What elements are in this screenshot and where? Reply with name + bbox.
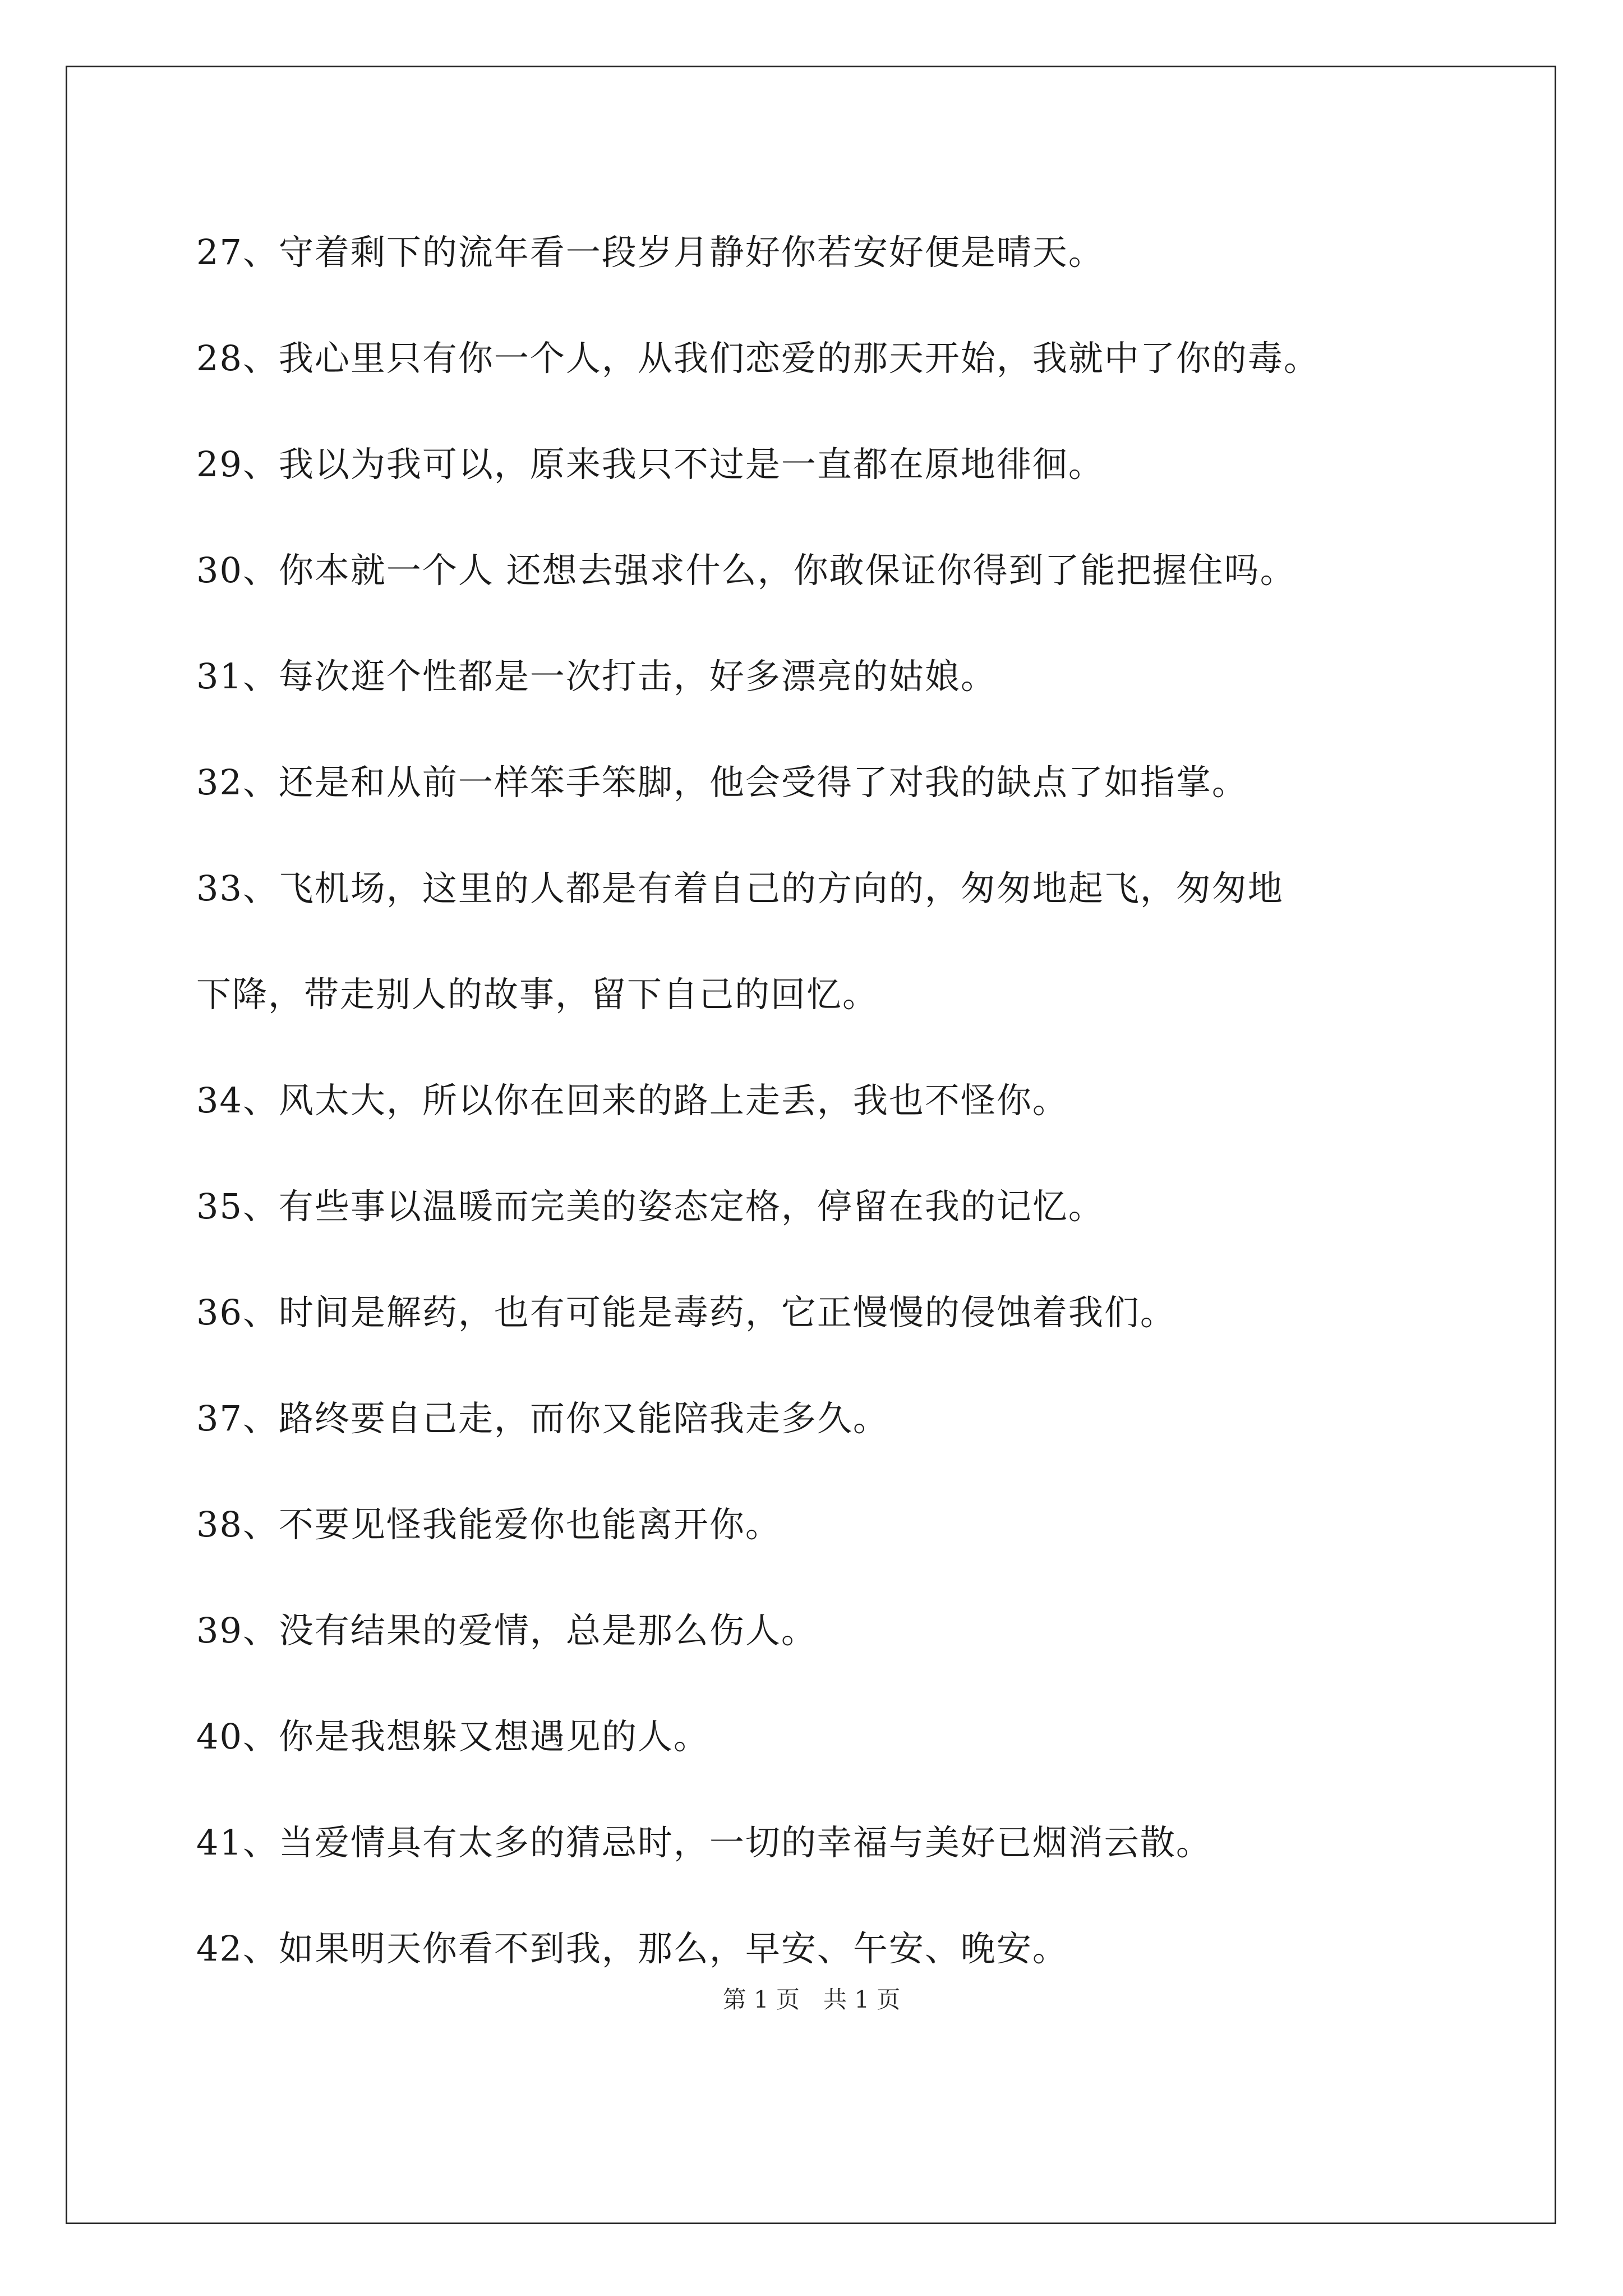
- text-line: 30、你本就一个人 还想去强求什么，你敢保证你得到了能把握住吗。: [196, 550, 1296, 591]
- text-line: 37、路终要自己走，而你又能陪我走多久。: [196, 1398, 889, 1439]
- page-number-footer: 第 1 页 共 1 页: [722, 1986, 901, 2013]
- text-line: 35、有些事以温暖而完美的姿态定格，停留在我的记忆。: [196, 1186, 1104, 1227]
- text-line: 39、没有结果的爱情，总是那么伤人。: [196, 1610, 817, 1651]
- text-line: 36、时间是解药，也有可能是毒药，它正慢慢的侵蚀着我们。: [196, 1292, 1176, 1333]
- document-body: [196, 219, 1486, 2021]
- text-line: 27、守着剩下的流年看一段岁月静好你若安好便是晴天。: [196, 232, 1104, 273]
- text-line: 33、飞机场，这里的人都是有着自己的方向的，匆匆地起飞，匆匆地: [196, 868, 1284, 909]
- text-line: 38、不要见怪我能爱你也能离开你。: [196, 1504, 781, 1545]
- text-line: 34、风太大，所以你在回来的路上走丢，我也不怪你。: [196, 1080, 1068, 1121]
- text-line: 41、当爱情具有太多的猜忌时，一切的幸福与美好已烟消云散。: [196, 1822, 1212, 1863]
- text-line: 31、每次逛个性都是一次打击，好多漂亮的姑娘。: [196, 656, 997, 697]
- text-line: 29、我以为我可以，原来我只不过是一直都在原地徘徊。: [196, 444, 1104, 485]
- text-line: 28、我心里只有你一个人，从我们恋爱的那天开始，我就中了你的毒。: [196, 338, 1320, 379]
- text-line: 下降，带走别人的故事，留下自己的回忆。: [196, 974, 879, 1015]
- text-line: 40、你是我想躲又想遇见的人。: [196, 1716, 709, 1757]
- text-line: 32、还是和从前一样笨手笨脚，他会受得了对我的缺点了如指掌。: [196, 762, 1248, 803]
- text-line: 42、如果明天你看不到我，那么，早安、午安、晚安。: [196, 1928, 1068, 1969]
